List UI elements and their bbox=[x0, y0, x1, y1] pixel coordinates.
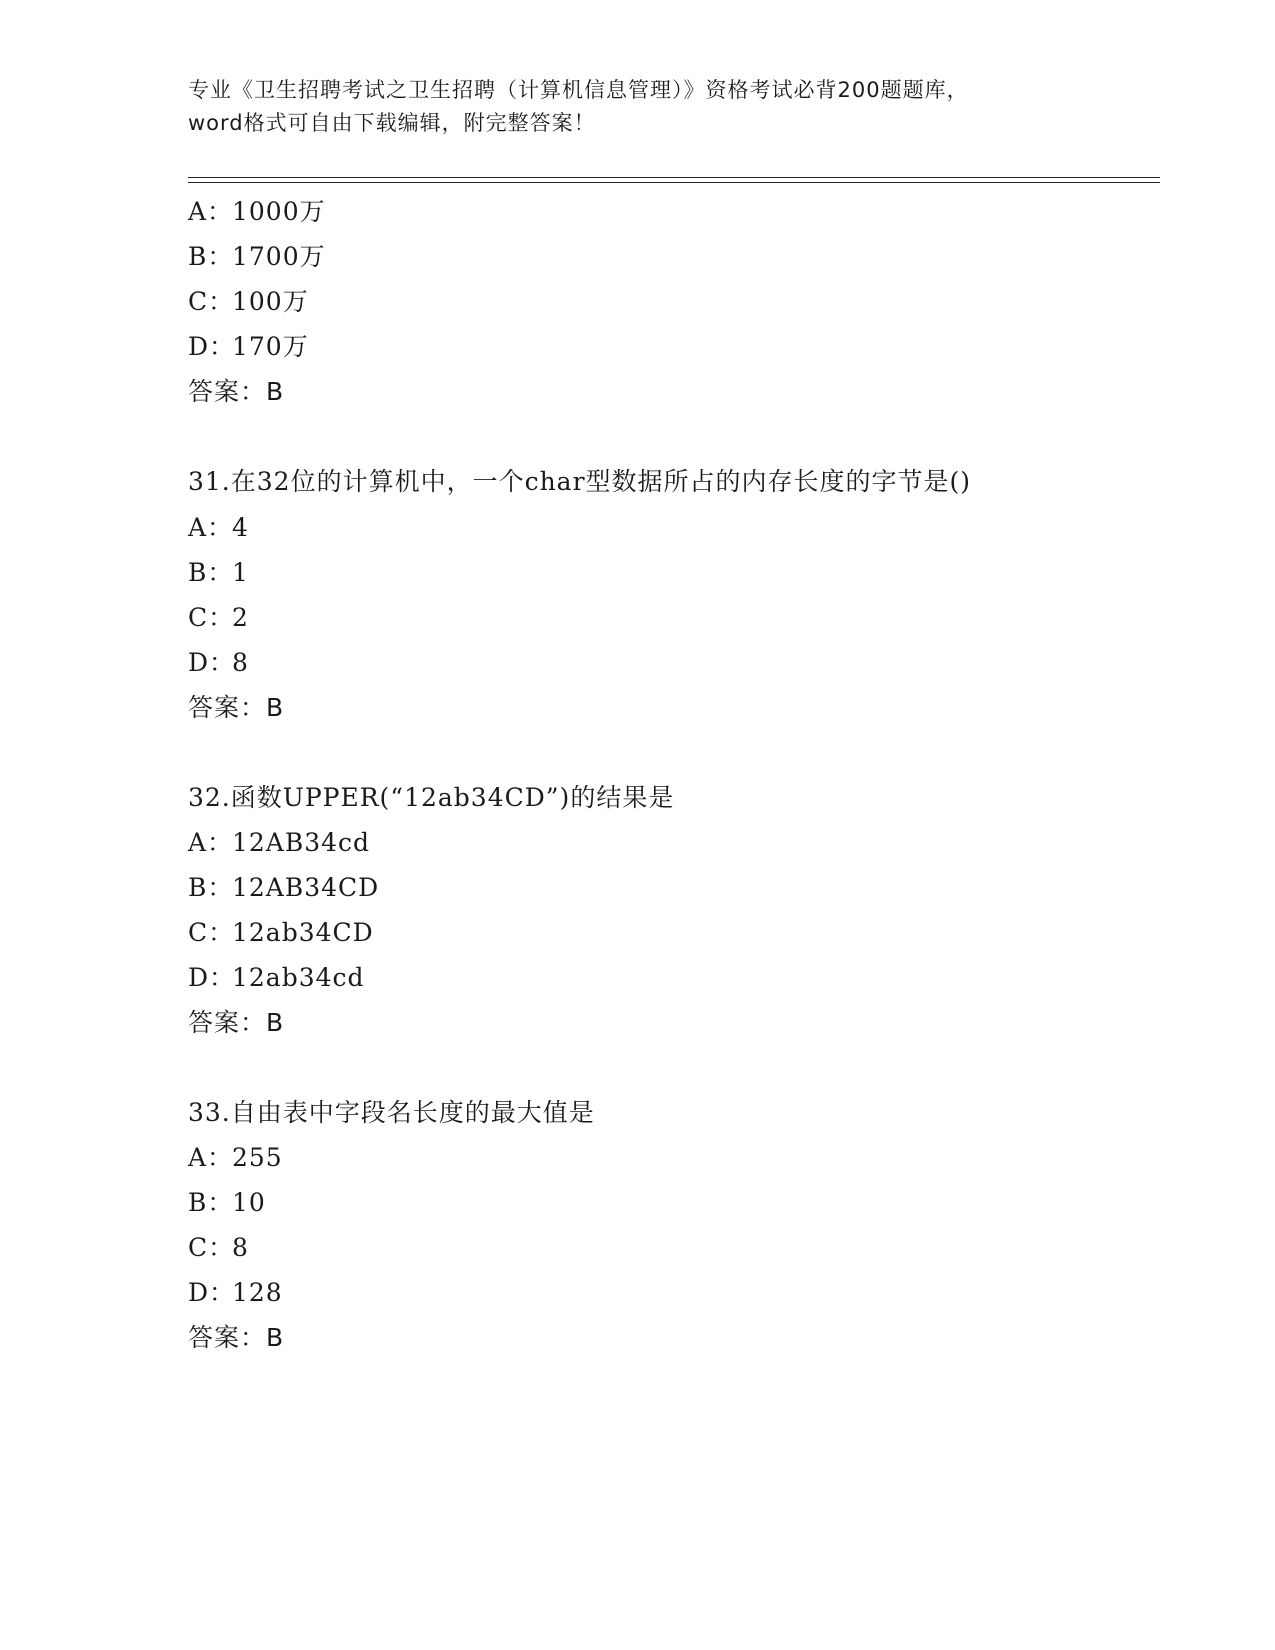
option-text: 1000万 bbox=[232, 197, 326, 226]
option-letter: B： bbox=[188, 873, 234, 902]
q32-option-a bbox=[188, 823, 370, 859]
q30-option-d bbox=[188, 327, 309, 363]
option-text: 8 bbox=[232, 1233, 249, 1262]
option-text: 2 bbox=[232, 603, 249, 632]
option-letter: A： bbox=[188, 1143, 234, 1172]
q31-answer: 答案：B bbox=[188, 693, 285, 722]
option-text: 1 bbox=[232, 558, 249, 587]
header-line-1: 专业《卫生招聘考试之卫生招聘（计算机信息管理）》资格考试必背200题题库， bbox=[188, 78, 969, 102]
document-header bbox=[188, 74, 1088, 140]
q32-option-d bbox=[188, 958, 365, 994]
option-letter: D： bbox=[188, 1278, 236, 1307]
q31-option-d bbox=[188, 643, 249, 679]
option-letter: A： bbox=[188, 513, 234, 542]
option-text: 8 bbox=[232, 648, 249, 677]
option-letter: A： bbox=[188, 828, 234, 857]
q30-answer: 答案：B bbox=[188, 377, 285, 406]
header-divider-bottom bbox=[188, 182, 1160, 183]
q33-option-a bbox=[188, 1138, 283, 1174]
option-text: 12ab34CD bbox=[232, 918, 374, 947]
q31-option-c bbox=[188, 598, 249, 634]
option-text: 128 bbox=[232, 1278, 283, 1307]
option-letter: B： bbox=[188, 242, 234, 271]
q32-option-c bbox=[188, 913, 374, 949]
q33-question: 33.自由表中字段名长度的最大值是 bbox=[188, 1098, 595, 1127]
option-letter: D： bbox=[188, 963, 236, 992]
option-text: 4 bbox=[232, 513, 249, 542]
option-letter: D： bbox=[188, 332, 236, 361]
q30-option-c bbox=[188, 282, 309, 318]
q31-option-a bbox=[188, 508, 249, 544]
option-letter: C： bbox=[188, 603, 235, 632]
q30-option-a bbox=[188, 192, 326, 228]
option-letter: B： bbox=[188, 558, 234, 587]
q32-option-b bbox=[188, 868, 379, 904]
option-letter: B： bbox=[188, 1188, 234, 1217]
q32-answer: 答案：B bbox=[188, 1008, 285, 1037]
option-text: 12AB34CD bbox=[232, 873, 380, 902]
q32-question: 32.函数UPPER(“12ab34CD”)的结果是 bbox=[188, 783, 675, 812]
q33-option-b bbox=[188, 1183, 266, 1219]
q33-option-d bbox=[188, 1273, 283, 1309]
option-letter: D： bbox=[188, 648, 236, 677]
q33-option-c bbox=[188, 1228, 249, 1264]
header-divider-top bbox=[188, 177, 1160, 178]
q30-option-b bbox=[188, 237, 326, 273]
option-text: 170万 bbox=[232, 332, 309, 361]
option-text: 255 bbox=[232, 1143, 283, 1172]
q33-answer: 答案：B bbox=[188, 1323, 285, 1352]
option-letter: C： bbox=[188, 287, 235, 316]
option-text: 1700万 bbox=[232, 242, 326, 271]
option-letter: C： bbox=[188, 918, 235, 947]
q31-question: 31.在32位的计算机中，一个char型数据所占的内存长度的字节是() bbox=[188, 467, 972, 496]
option-text: 10 bbox=[232, 1188, 266, 1217]
option-text: 100万 bbox=[232, 287, 309, 316]
header-line-2: word格式可自由下载编辑，附完整答案！ bbox=[188, 111, 596, 135]
q31-option-b bbox=[188, 553, 249, 589]
option-letter: A： bbox=[188, 197, 234, 226]
option-text: 12AB34cd bbox=[232, 828, 371, 857]
option-letter: C： bbox=[188, 1233, 235, 1262]
option-text: 12ab34cd bbox=[232, 963, 365, 992]
